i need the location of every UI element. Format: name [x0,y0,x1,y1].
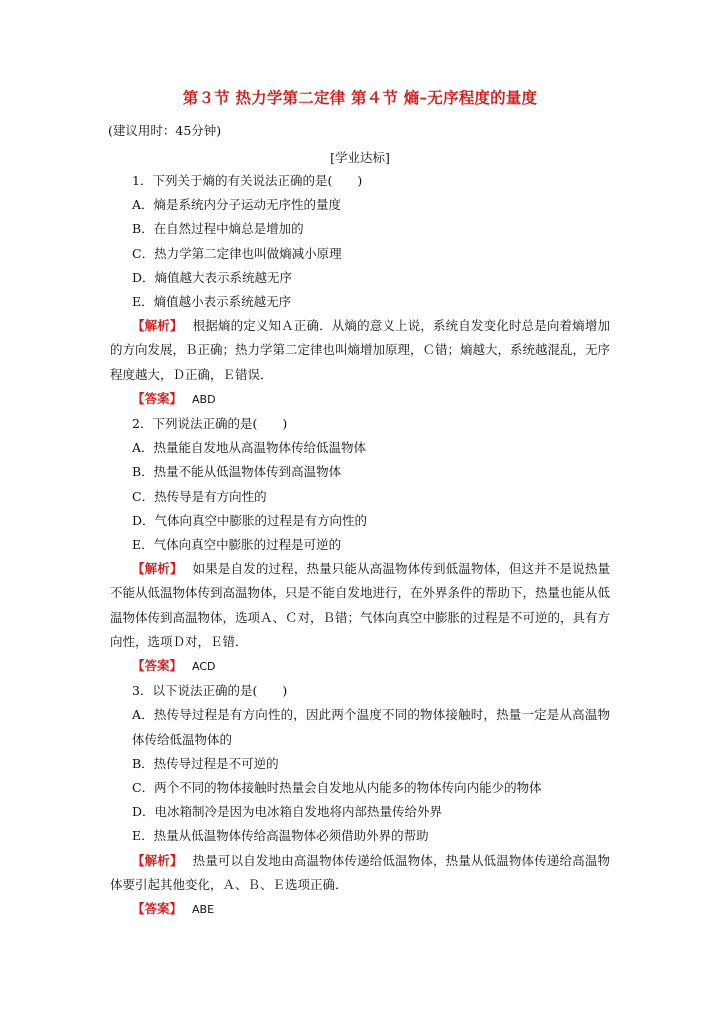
option-item: B．在自然过程中熵总是增加的 [132,221,304,237]
question-block [110,412,610,679]
question-stem: 1．下列关于熵的有关说法正确的是( ) [132,173,363,188]
explanation-text: 根据熵的定义知Ａ正确．从熵的意义上说，系统自发变化时总是向着熵增加的方向发展，Ｂ正确；热力学第二定律也叫熵增加原理，Ｃ错；熵越大，系统越混乱，无序程度越大，Ｄ正确，Ｅ错误． [110,318,611,382]
answer-value: ACD [192,660,216,674]
answer-tag: 【答案】 [132,658,183,674]
option-item: A．热传导过程是有方向性的，因此两个温度不同的物体接触时，热量一定是从高温物体传给低温物体的 [132,707,610,747]
option-item: D．电冰箱制冷是因为电冰箱自发地将内部热量传给外界 [132,804,443,820]
option-item: A．热量能自发地从高温物体传给低温物体 [132,440,367,456]
answer-value: ABD [192,392,216,406]
page-title: 第３节 热力学第二定律 第４节 熵–无序程度的量度 [182,88,538,107]
option-item: B．热传导过程是不可逆的 [132,755,279,771]
explanation-text: 热量可以自发地由高温物体传递给低温物体，热量从低温物体传递给高温物体要引起其他变化，Ａ、Ｂ、Ｅ选项正确． [110,852,610,892]
answer [110,387,610,412]
question-block [110,169,610,412]
answer [110,897,610,922]
option-item: B．热量不能从低温物体传到高温物体 [132,464,342,480]
explanation-text: 如果是自发的过程，热量只能从高温物体传到低温物体，但这并不是说热量不能从低温物体传到高温物体，只是不能自发地进行，在外界条件的帮助下，热量也能从低温物体传到高温物体，选项Ａ、Ｃ对，Ｂ错；气体向真空中膨胀的过程是不可逆的，具有方向性，选项Ｄ对，Ｅ错． [110,561,611,649]
option-item: E．热量从低温物体传给高温物体必须借助外界的帮助 [132,828,429,844]
option-item: E．熵值越小表示系统越无序 [132,294,292,310]
explanation [110,849,610,897]
question-list [110,169,610,922]
explanation-tag: 【解析】 [132,318,183,334]
option-item: A．熵是系统内分子运动无序性的量度 [132,197,342,213]
explanation [110,314,610,387]
question-stem: 2．下列说法正确的是( ) [132,416,288,432]
option-item: D．熵值越大表示系统越无序 [132,269,293,285]
answer-value: ABE [192,903,215,917]
answer-tag: 【答案】 [132,390,183,406]
suggested-time: (建议用时：45分钟) [108,123,222,138]
option-item: C．两个不同的物体接触时热量会自发地从内能多的物体传向内能少的物体 [132,780,542,796]
question-stem: 3．以下说法正确的是( ) [132,683,288,699]
explanation [110,557,610,654]
option-item: C．热力学第二定律也叫做熵减小原理 [132,245,342,261]
option-item: C．热传导是有方向性的 [132,488,267,504]
answer [110,654,610,679]
option-item: E．气体向真空中膨胀的过程是可逆的 [132,537,342,553]
answer-tag: 【答案】 [132,901,183,917]
explanation-tag: 【解析】 [132,561,183,577]
option-item: D．气体向真空中膨胀的过程是有方向性的 [132,512,368,528]
explanation-tag: 【解析】 [132,852,183,868]
question-block [110,679,610,922]
section-heading: [学业达标] [330,150,390,165]
